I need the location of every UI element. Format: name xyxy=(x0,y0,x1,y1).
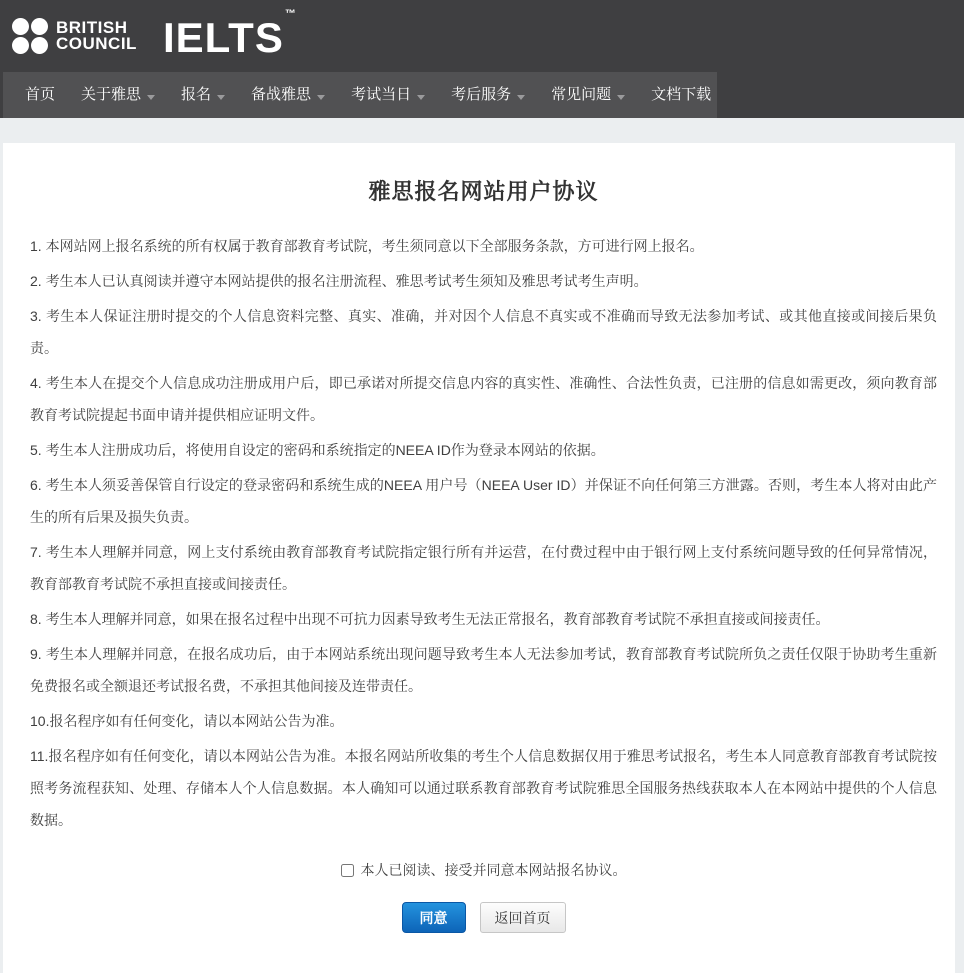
chevron-down-icon xyxy=(217,95,225,100)
nav-item-register[interactable]: 报名 xyxy=(168,72,238,118)
agreement-clause: 1. 本网站网上报名系统的所有权属于教育部教育考试院，考生须同意以下全部服务条款，方可进行网上报名。 xyxy=(30,238,704,254)
nav-item-downloads[interactable]: 文档下载 xyxy=(651,86,712,103)
agreement-clause: 8. 考生本人理解并同意，如果在报名过程中出现不可抗力因素导致考生无法正常报名，教育部教育考试院不承担直接或间接责任。 xyxy=(30,611,830,627)
agreement-body xyxy=(30,230,937,836)
page-title: 雅思报名网站用户协议 xyxy=(368,179,599,204)
agreement-clause: 5. 考生本人注册成功后，将使用自设定的密码和系统指定的NEEA ID作为登录本网站的依据。 xyxy=(30,442,605,458)
nav-item-prepare[interactable]: 备战雅思 xyxy=(238,72,338,118)
agreement-clause: 7. 考生本人理解并同意，网上支付系统由教育部教育考试院指定银行所有并运营，在付费过程中由于银行网上支付系统问题导致的任何异常情况，教育部教育考试院不承担直接或间接责任。 xyxy=(30,544,937,592)
agree-checkbox-label[interactable]: 本人已阅读、接受并同意本网站报名协议。 xyxy=(360,862,627,878)
site-header xyxy=(0,0,964,72)
agreement-clause: 3. 考生本人保证注册时提交的个人信息资料完整、真实、准确，并对因个人信息不真实或不准确而导致无法参加考试、或其他直接或间接后果负责。 xyxy=(30,308,937,356)
nav-item-after-test[interactable]: 考后服务 xyxy=(438,72,538,118)
agree-checkbox[interactable] xyxy=(341,864,354,877)
agreement-clause: 10.报名程序如有任何变化，请以本网站公告为准。 xyxy=(30,713,344,729)
agreement-clause: 9. 考生本人理解并同意，在报名成功后，由于本网站系统出现问题导致考生本人无法参加考试，教育部教育考试院所负之责任仅限于协助考生重新免费报名或全额退还考试报名费，不承担其他间接及连带责任。 xyxy=(30,646,937,694)
agreement-clause: 11.报名程序如有任何变化，请以本网站公告为准。本报名网站所收集的考生个人信息数据仅用于雅思考试报名，考生本人同意教育部教育考试院按照考务流程获知、处理、存储本人个人信息数据。本人确知可以通过联系教育部教育考试院雅思全国服务热线获取本人在本网站中提供的个人信息数据。 xyxy=(30,748,937,828)
chevron-down-icon xyxy=(517,95,525,100)
ielts-logo: IELTS™ xyxy=(162,8,297,61)
button-row xyxy=(30,902,937,933)
agree-button[interactable]: 同意 xyxy=(402,902,466,933)
chevron-down-icon xyxy=(417,95,425,100)
chevron-down-icon xyxy=(317,95,325,100)
nav-item-about-ielts[interactable]: 关于雅思 xyxy=(68,72,168,118)
british-council-dots-icon xyxy=(12,18,49,55)
chevron-down-icon xyxy=(147,95,155,100)
agreement-card xyxy=(3,143,955,973)
agreement-checkbox-row xyxy=(30,860,937,880)
nav-item-faq[interactable]: 常见问题 xyxy=(538,72,638,118)
chevron-down-icon xyxy=(617,95,625,100)
agreement-clause: 4. 考生本人在提交个人信息成功注册成用户后，即已承诺对所提交信息内容的真实性、准确性、合法性负责，已注册的信息如需更改，须向教育部教育考试院提起书面申请并提供相应证明文件。 xyxy=(30,375,937,423)
agreement-clause: 6. 考生本人须妥善保管自行设定的登录密码和系统生成的NEEA 用户号（NEEA User ID）并保证不向任何第三方泄露。否则，考生本人将对由此产生的所有后果及损失负责。 xyxy=(30,477,937,525)
nav-strip xyxy=(3,72,717,118)
main-nav xyxy=(0,72,964,118)
british-council-wordmark: BRITISH COUNCIL xyxy=(56,18,137,53)
nav-item-test-day[interactable]: 考试当日 xyxy=(338,72,438,118)
british-council-logo xyxy=(12,18,137,55)
trademark-symbol: ™ xyxy=(284,8,297,20)
agreement-clause: 2. 考生本人已认真阅读并遵守本网站提供的报名注册流程、雅思考试考生须知及雅思考试考生声明。 xyxy=(30,273,648,289)
nav-item-home[interactable]: 首页 xyxy=(25,86,56,103)
back-home-button[interactable]: 返回首页 xyxy=(480,902,566,933)
page-gap xyxy=(0,118,964,143)
